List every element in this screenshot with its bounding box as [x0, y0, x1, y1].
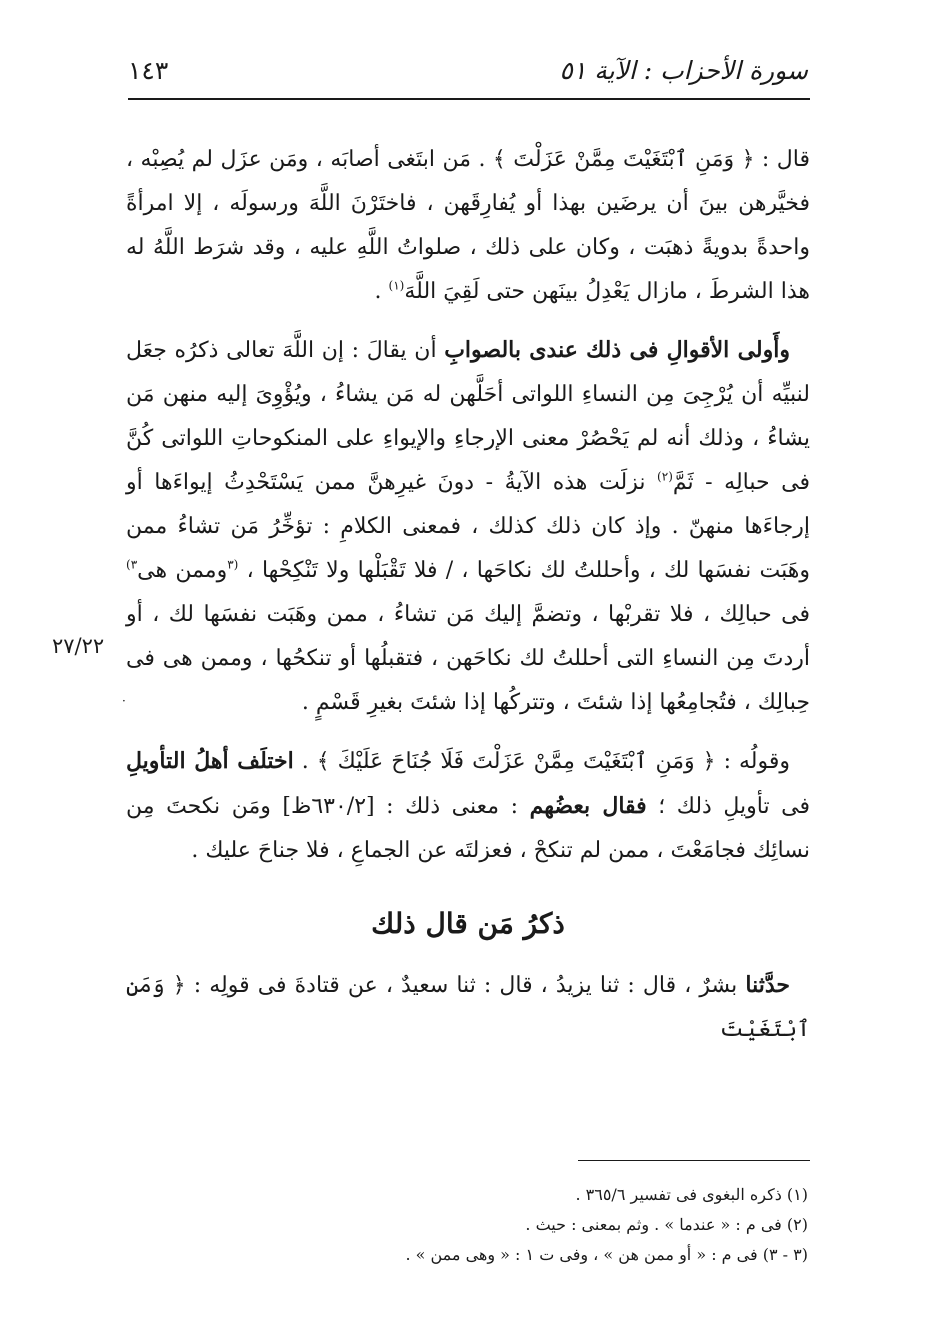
footnotes: [200, 1180, 808, 1270]
bold-phrase: فقال بعضُهم: [529, 793, 647, 819]
text-run: فى تأويلِ ذلك ؛: [646, 794, 810, 819]
quran-quote: ﴿ وَمَنِ ٱبْتَغَيْتَ مِمَّنْ عَزَلْتَ ﴾: [492, 147, 755, 172]
text-run: . مَن ابتَغى أصابَه ، ومَن عزَل لم يُصِبْه ، فخيَّرهن بينَ أن يرضَين بهذا أو يُفارِقَهن ، فاختَرْنَ اللَّهَ ورسولَه ، إلا امرأةً واحدةً بدويةً ذهبَت ، وكان على ذلك ، صلواتُ اللَّهِ عليه ، وقد شرَط اللَّهُ له هذا الشرطَ ، مازال يَعْدِلُ بينَهن حتى لَقِيَ اللَّهَ: [126, 147, 810, 304]
running-title: سورة الأحزاب : الآية ٥١: [559, 56, 808, 85]
section-heading: ذكرُ مَن قال ذلك: [371, 907, 565, 940]
paragraph: [126, 138, 810, 314]
margin-mark: ·: [122, 694, 126, 708]
footnote-ref: (١): [388, 278, 405, 293]
header-rule: [128, 98, 810, 100]
footnote: (٢) فى م : « عندما » . وثم بمعنى : حيث .: [525, 1215, 808, 1234]
margin-reference: ٢٧/٢٢: [52, 634, 105, 658]
footnote: (١) ذكره البغوى فى تفسير ٣٦٥/٦ .: [575, 1185, 808, 1204]
text-run: أن يقالَ : إن اللَّهَ تعالى ذكرُه جعَل لنبيِّه أن يُرْجِىَ مِن النساءِ اللواتى أحَلَّهن له مَن يشاءُ ، ويُؤْوِىَ إليه منهن مَن يشاءُ ، وذلك أنه لم يَحْصُرْ معنى الإرجاءِ والإيواءِ على المنكوحاتِ اللواتى كُنَّ فى حبالِه - ثَمَّ: [126, 338, 810, 495]
text-run: وقولُه :: [715, 749, 790, 774]
footnote: (٣ - ٣) فى م : « أو ممن هن » ، وفى ت ١ : « وهى ممن » .: [405, 1245, 808, 1264]
paragraph: [126, 328, 810, 725]
quran-quote: ﴿ وَمَنِ ٱبْتَغَيْتَ مِمَّنْ عَزَلْتَ فَلَا جُنَاحَ عَلَيْكَ ﴾: [316, 749, 716, 774]
quran-quote: ﴿ وَمَنِ ٱبْتَغَيْتَ: [126, 973, 810, 1042]
main-text: [126, 138, 810, 1052]
page-number: ١٤٣: [128, 56, 169, 85]
footnote-ref: ٣): [126, 557, 138, 572]
text-run: : معنى ذلك : [٦٣٠/٢ظ] ومَن نكحتَ مِن نسائِك فجامَعْتَ ، ممن لم تنكحْ ، فعزلتَه عن الجماعِ ، فلا جناحَ عليك .: [126, 794, 810, 863]
footnote-ref: (٣: [227, 557, 239, 572]
text-run: بشرٌ ، قال : ثنا يزيدُ ، قال : ثنا سعيدٌ ، عن قتادةَ فى قولِه :: [185, 973, 746, 998]
bold-phrase: اختلَف أهلُ التأويلِ: [126, 748, 294, 774]
text-run: وممن هى: [137, 558, 228, 583]
footnote-ref: (٢): [657, 469, 673, 484]
bold-phrase: وأَولى الأقوالِ فى ذلك عندى بالصوابِ: [444, 337, 790, 363]
footnote-rule: [578, 1160, 810, 1161]
text-run: قال :: [754, 147, 810, 172]
text-run: نزلَت هذه الآيةُ - دونَ غيرِهنَّ ممن يَسْتَحْدِثُ إيواءَها أو إرجاءَها منهنّ . وإذ كان ذلك كذلك ، فمعنى الكلامِ : تؤخِّرُ مَن تشاءُ ممن وهَبَت نفسَها لك ، وأحللتُ لك نكاحَها ، / فلا تَقْبَلْها ولا تَنْكِحْها ،: [126, 470, 810, 583]
text-run: .: [374, 279, 389, 304]
text-run: فى حبالِك ، فلا تقربْها ، وتضمَّ إليك مَن تشاءُ ، ممن وهَبَت نفسَها لك ، أو أردتَ مِن النساءِ التى أحللتُ لك نكاحَهن ، فتقبلُها أو تنكحُها ، وممن هى فى حِبالِك ، فتُجامِعُها إذا شئتَ ، وتتركُها إذا شئتَ بغيرِ قَسْمٍ .: [126, 602, 810, 715]
paragraph: [126, 739, 810, 873]
bold-phrase: حدَّثنا: [745, 972, 790, 998]
paragraph: [126, 963, 810, 1052]
text-run: .: [293, 749, 317, 774]
page-header: [128, 52, 808, 92]
